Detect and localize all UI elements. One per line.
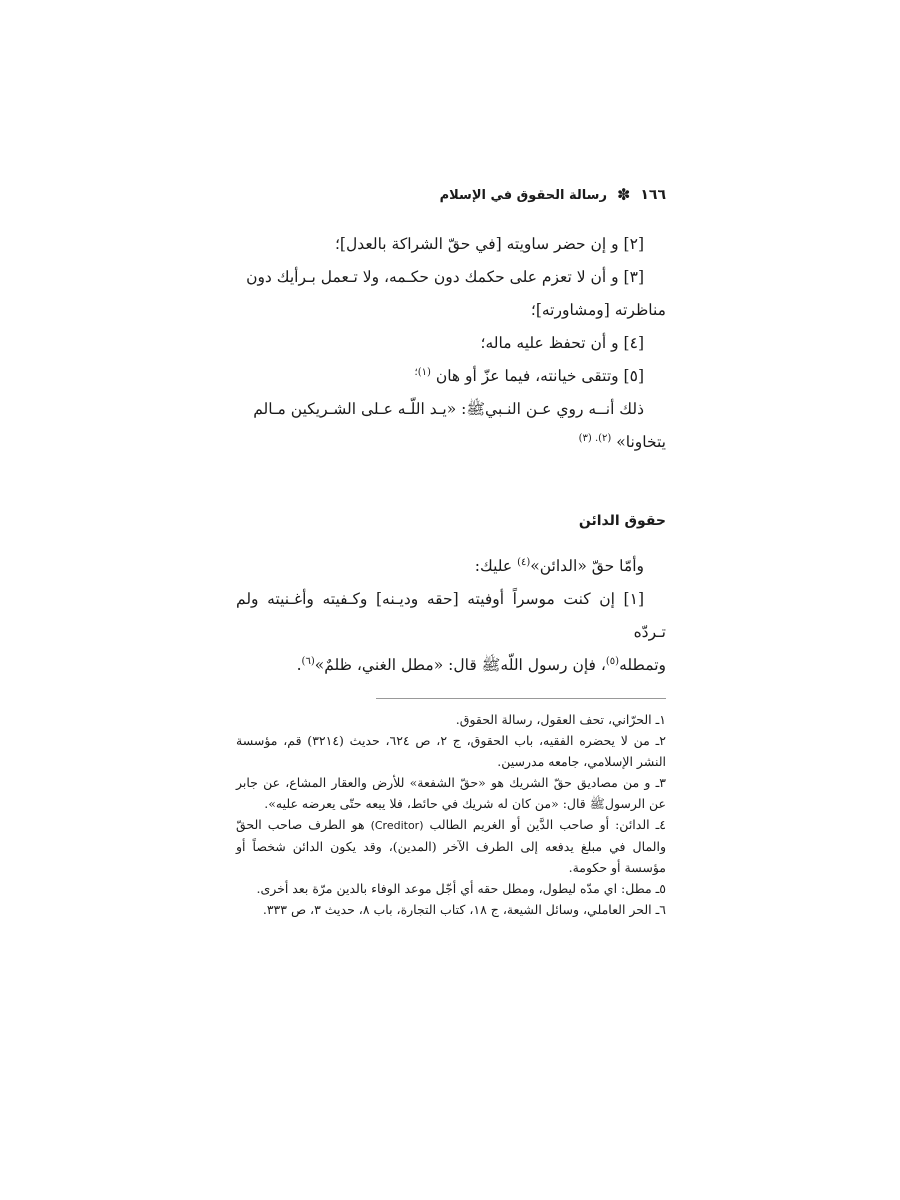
book-page [236, 182, 666, 920]
footnote-marker: (٢). (٣) [578, 432, 612, 444]
paragraph-text: عليك: [474, 557, 518, 575]
footnotes [236, 709, 666, 920]
paragraph-text: يتخاونا» [616, 433, 666, 451]
footnote-text: ٤ـ الدائن: أو صاحب الدَّين أو الغريم الطالب [429, 817, 666, 832]
paragraph [236, 360, 666, 393]
footnote [236, 814, 666, 878]
running-title: رسالة الحقوق في الإسلام [439, 187, 607, 203]
footnote-marker: (٤) [517, 556, 531, 568]
paragraph-text: . [296, 656, 302, 674]
paragraph: مناظرته [ومشاورته]؛ [530, 301, 666, 319]
paragraph [236, 550, 666, 583]
footnote-text: هو الطرف صاحب الحقّ والمال في مبلغ يدفعه إلى الطرف الآخر (المدين)، وقد يكون الدائن شخصاً أو مؤسسة أو حكومة. [236, 817, 666, 875]
footnote-marker: (٦) [301, 655, 315, 667]
paragraph-text: [٥] وتتقى خيانته، فيما عزّ أو هان [435, 367, 644, 385]
paragraph [236, 649, 666, 682]
ornament-icon: ✽ [616, 185, 631, 204]
paragraph: [٢] و إن حضر ساويته [في حقّ الشراكة بالعدل]؛ [335, 235, 644, 253]
section-heading: حقوق الدائن [578, 513, 666, 529]
paragraph: [٤] و أن تحفظ عليه ماله؛ [480, 334, 644, 352]
footnote: ١ـ الحرّاني، تحف العقول، رسالة الحقوق. [455, 712, 666, 727]
paragraph: ذلك أنــه روي عـن النـبيﷺ: «يـد اللّـه عـلى الشـريكين مـالم [253, 400, 644, 418]
paragraph-text: وتمطله [619, 656, 666, 674]
footnote: ٥ـ مطل: اي مدّه ليطول، ومطل حقه أي أجّل موعد الوفاء بالدين مرّة بعد أخرى. [256, 881, 666, 896]
page-number: ١٦٦ [640, 187, 666, 203]
footnote-divider [376, 698, 666, 699]
paragraph: [٣] و أن لا تعزم على حكمك دون حكـمه، ولا تـعمل بـرأيك دون [246, 268, 644, 286]
paragraph-text: ، فإن رسول اللّهﷺ قال: «مطل الغني، ظلمٌ» [314, 656, 606, 674]
paragraph [236, 426, 666, 459]
footnote-marker: (١)؛ [414, 366, 431, 378]
footnote: ٦ـ الحر العاملي، وسائل الشيعة، ج ١٨، كتاب التجارة، باب ٨، حديث ٣، ص ٣٣٣. [262, 902, 666, 917]
footnote: ٢ـ من لا يحضره الفقيه، باب الحقوق، ج ٢، ص ٦٢٤، حديث (٣٢١٤) قم، مؤسسة النشر الإسلامي، جامعه مدرسين. [236, 733, 667, 769]
running-header [236, 182, 666, 208]
footnote-latin-term: (Creditor) [370, 819, 424, 832]
paragraph-text: وأمّا حقّ «الدائن» [530, 557, 644, 575]
footnote-marker: (٥) [605, 655, 620, 667]
paragraph: [١] إن كنت موسراً أوفيته [حقه وديـنه] وكـفيته وأغـنيته ولم تـردّه [236, 590, 666, 641]
main-text [236, 228, 666, 682]
footnote: ٣ـ و من مصاديق حقّ الشريك هو «حقّ الشفعة» للأرض والعقار المشاع، عن جابر عن الرسولﷺ قال: «من كان له شريك في حائط، فلا يبعه حتّى يعرضه عليه». [236, 775, 666, 811]
